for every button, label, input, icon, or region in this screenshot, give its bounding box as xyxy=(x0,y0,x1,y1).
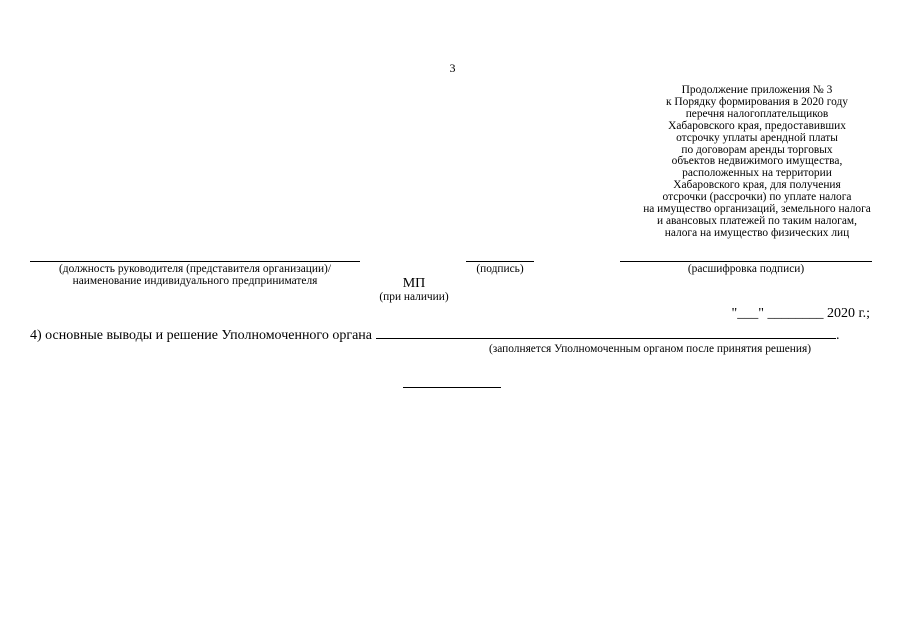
header-line: к Порядку формирования в 2020 году xyxy=(666,95,848,108)
header-line: отсрочки (рассрочки) по уплате налога xyxy=(662,191,852,204)
decryption-caption: (расшифровка подписи) xyxy=(687,263,805,275)
conclusion-row xyxy=(30,326,840,344)
position-caption-line: наименование индивидуального предпринимателя xyxy=(72,274,318,287)
header-line: перечня налогоплательщиков xyxy=(685,107,829,120)
header-line: расположенных на территории xyxy=(682,167,832,180)
signature-line xyxy=(466,261,534,262)
header-line: Хабаровского края, предоставивших xyxy=(668,119,846,132)
date-line: "___" ________ 2020 г.; xyxy=(731,306,870,321)
header-line: Продолжение приложения № 3 xyxy=(681,84,833,96)
stamp-label: МП xyxy=(402,276,426,291)
header-line: по договорам аренды торговых xyxy=(681,143,833,156)
conclusion-fill-line xyxy=(376,326,836,339)
position-caption xyxy=(30,264,360,287)
header-line: объектов недвижимого имущества, xyxy=(671,155,843,168)
stamp-caption: (при наличии) xyxy=(379,291,449,303)
position-signature-line xyxy=(30,261,360,262)
header-line: и авансовых платежей по таким налогам, xyxy=(657,214,857,227)
conclusion-label: 4) основные выводы и решение Уполномоченного органа xyxy=(30,328,372,343)
header-line: отсрочку уплаты арендной платы xyxy=(676,131,838,144)
header-line: налога на имущество физических лиц xyxy=(664,226,850,239)
header-line: Хабаровского края, для получения xyxy=(673,179,841,192)
conclusion-hint: (заполняется Уполномоченным органом после принятия решения) xyxy=(488,343,812,355)
conclusion-end-mark: . xyxy=(836,328,840,343)
position-caption-line: (должность руководителя (представителя организации)/ xyxy=(59,263,331,275)
appendix-header xyxy=(612,85,902,240)
decryption-signature-line xyxy=(620,261,872,262)
signature-caption: (подпись) xyxy=(476,263,524,275)
header-line: на имущество организаций, земельного налога xyxy=(643,203,871,216)
page-number: 3 xyxy=(449,61,456,75)
closing-separator-line xyxy=(403,387,501,388)
